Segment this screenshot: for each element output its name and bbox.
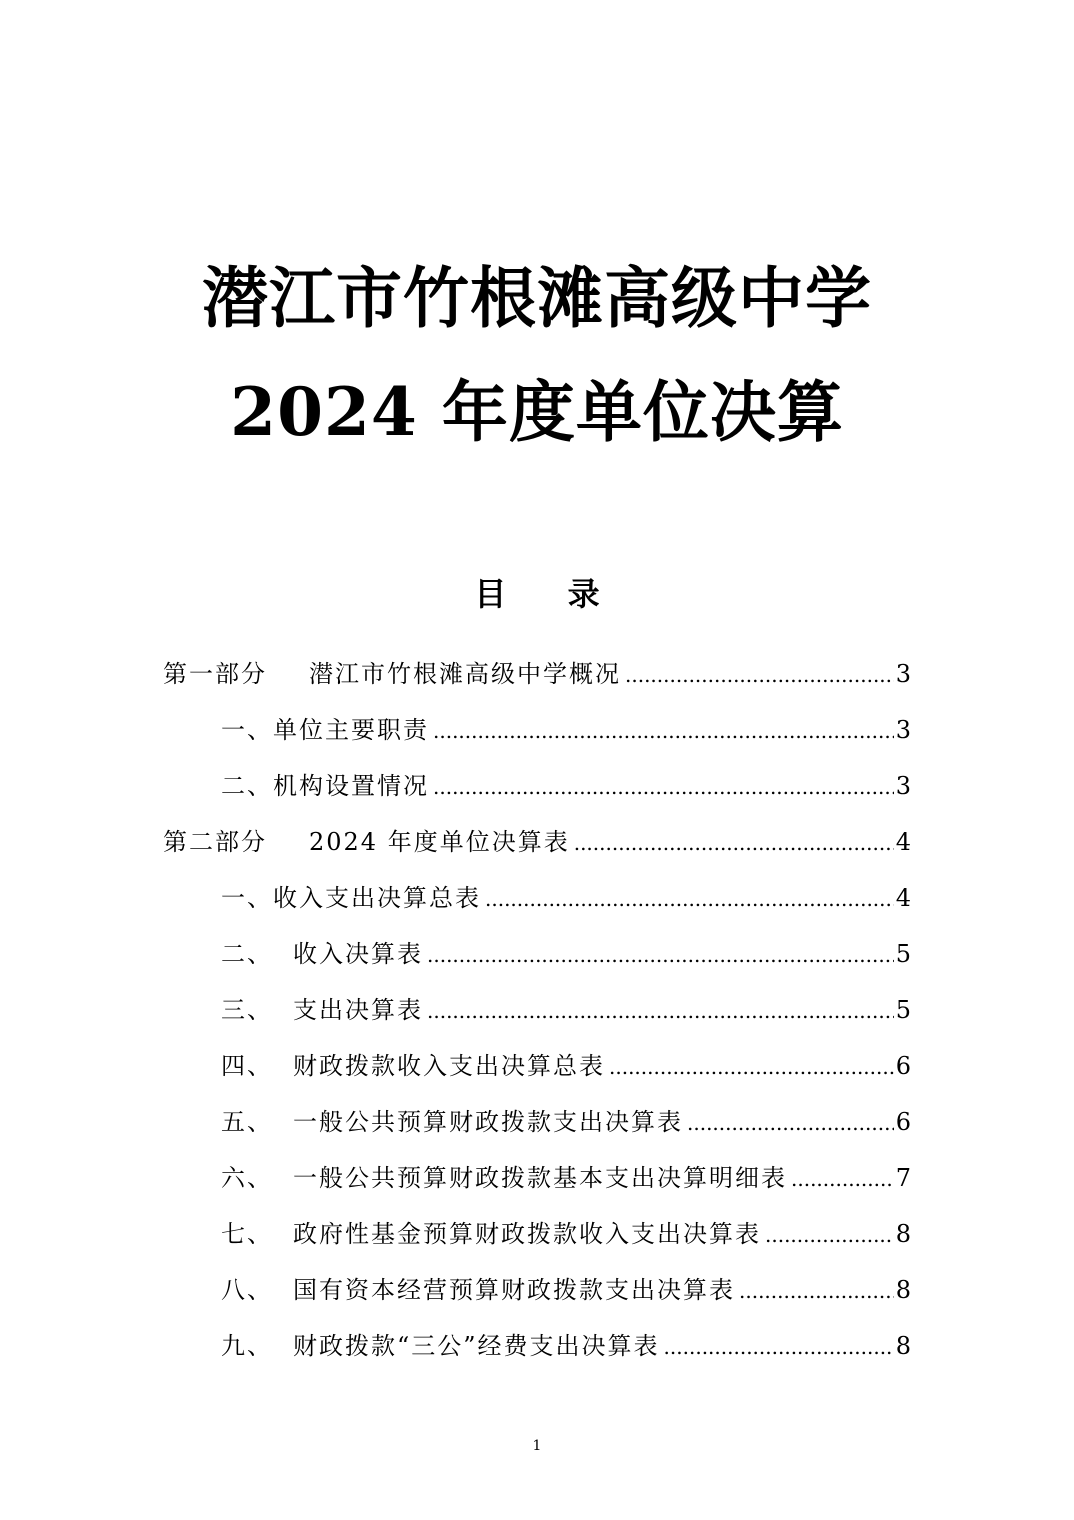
toc-entry[interactable] bbox=[221, 1042, 911, 1090]
toc-entry[interactable] bbox=[221, 1266, 911, 1314]
toc-entry-title: 财政拨款收入支出决算总表 bbox=[293, 1052, 605, 1080]
toc-entry-page: 3 bbox=[895, 772, 911, 800]
toc-dot-leader bbox=[574, 818, 894, 866]
toc-entry-title: 收入支出决算总表 bbox=[273, 884, 481, 912]
toc-entry-page: 5 bbox=[895, 996, 911, 1024]
toc-entry-title: 一般公共预算财政拨款支出决算表 bbox=[293, 1108, 683, 1136]
toc-dot-leader bbox=[485, 874, 894, 922]
page-number: 1 bbox=[532, 1438, 542, 1454]
toc-dot-leader bbox=[427, 930, 894, 978]
toc-entry-page: 8 bbox=[895, 1332, 911, 1360]
toc-entry-number: 第一部分 bbox=[163, 660, 267, 688]
toc-entry[interactable] bbox=[221, 930, 911, 978]
toc-entry-title: 潜江市竹根滩高级中学概况 bbox=[309, 660, 621, 688]
toc-entry-number: 四、 bbox=[221, 1052, 273, 1080]
toc-entry-number: 二、 bbox=[221, 772, 273, 800]
toc-entry-title: 机构设置情况 bbox=[273, 772, 429, 800]
toc-dot-leader bbox=[765, 1210, 894, 1258]
toc-entry[interactable] bbox=[221, 762, 911, 810]
toc-entry-page: 4 bbox=[895, 884, 911, 912]
toc-entry[interactable] bbox=[221, 706, 911, 754]
toc-entry-page: 6 bbox=[895, 1108, 911, 1136]
toc-entry-number: 七、 bbox=[221, 1220, 273, 1248]
toc-entry-number: 一、 bbox=[221, 716, 273, 744]
toc-entry-number: 第二部分 bbox=[163, 828, 267, 856]
toc-entry-number: 一、 bbox=[221, 884, 273, 912]
toc-entry-title: 收入决算表 bbox=[293, 940, 423, 968]
toc-entry-page: 7 bbox=[895, 1164, 911, 1192]
toc-dot-leader bbox=[433, 706, 894, 754]
toc-entry-number: 九、 bbox=[221, 1332, 273, 1360]
toc-entry[interactable] bbox=[221, 1154, 911, 1202]
document-title-line2: 2024 年度单位决算 bbox=[230, 373, 844, 451]
toc-dot-leader bbox=[625, 650, 894, 698]
toc-entry-number: 二、 bbox=[221, 940, 273, 968]
toc-entry-page: 3 bbox=[895, 660, 911, 688]
toc-entry-number: 三、 bbox=[221, 996, 273, 1024]
toc-entry-title: 财政拨款“三公”经费支出决算表 bbox=[293, 1332, 660, 1360]
toc-entry-number: 五、 bbox=[221, 1108, 273, 1136]
toc-entry-title: 支出决算表 bbox=[293, 996, 423, 1024]
toc-dot-leader bbox=[427, 986, 894, 1034]
toc-heading: 目 录 bbox=[474, 575, 600, 613]
toc-entry-part1[interactable] bbox=[163, 650, 911, 698]
toc-entry-page: 8 bbox=[895, 1276, 911, 1304]
toc-entry-title: 国有资本经营预算财政拨款支出决算表 bbox=[293, 1276, 735, 1304]
toc-entry-part2[interactable] bbox=[163, 818, 911, 866]
toc-entry-number: 八、 bbox=[221, 1276, 273, 1304]
toc-entry-title: 2024 年度单位决算表 bbox=[309, 828, 570, 856]
toc-entry-number: 六、 bbox=[221, 1164, 273, 1192]
toc-dot-leader bbox=[687, 1098, 894, 1146]
toc-dot-leader bbox=[664, 1322, 894, 1370]
toc-entry[interactable] bbox=[221, 874, 911, 922]
toc-entry-title: 单位主要职责 bbox=[273, 716, 429, 744]
document-title-line1: 潜江市竹根滩高级中学 bbox=[202, 259, 872, 337]
toc-entry-page: 5 bbox=[895, 940, 911, 968]
toc-dot-leader bbox=[609, 1042, 894, 1090]
toc-entry[interactable] bbox=[221, 1210, 911, 1258]
toc-entry-page: 6 bbox=[895, 1052, 911, 1080]
toc-entry-page: 4 bbox=[895, 828, 911, 856]
toc-entry-page: 3 bbox=[895, 716, 911, 744]
toc-entry[interactable] bbox=[221, 1322, 911, 1370]
toc-dot-leader bbox=[739, 1266, 894, 1314]
toc-dot-leader bbox=[791, 1154, 894, 1202]
toc-entry[interactable] bbox=[221, 986, 911, 1034]
toc-entry-page: 8 bbox=[895, 1220, 911, 1248]
toc-entry-title: 一般公共预算财政拨款基本支出决算明细表 bbox=[293, 1164, 787, 1192]
toc-dot-leader bbox=[433, 762, 894, 810]
toc-entry-title: 政府性基金预算财政拨款收入支出决算表 bbox=[293, 1220, 761, 1248]
toc-entry[interactable] bbox=[221, 1098, 911, 1146]
